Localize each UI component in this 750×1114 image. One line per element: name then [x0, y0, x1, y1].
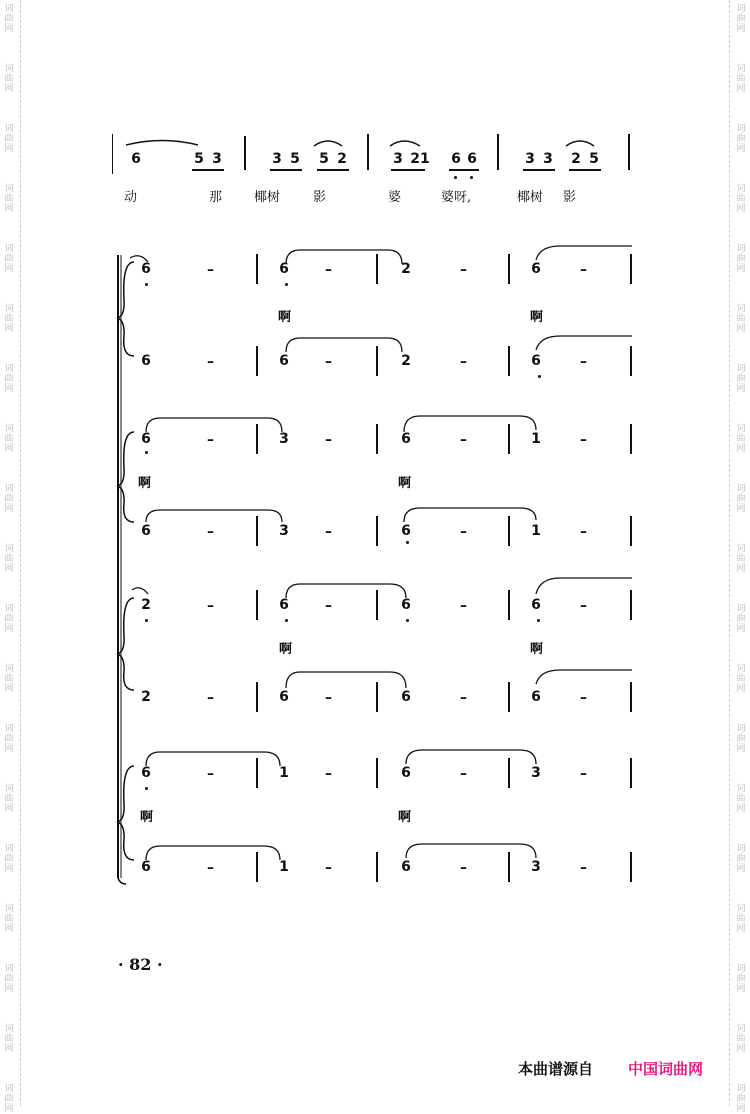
sustain-dash: – [460, 432, 467, 448]
barline [376, 424, 378, 454]
watermark-text: 词 曲 网 [4, 844, 14, 874]
sustain-dash: – [325, 860, 332, 876]
lyric-text: 婆呀, [441, 190, 472, 205]
choir-note: 6 [279, 261, 289, 277]
watermark-text: 词 曲 网 [736, 64, 746, 94]
sustain-dash: – [460, 262, 467, 278]
barline [508, 424, 510, 454]
barline [508, 682, 510, 712]
page-number: · 82 · [118, 955, 163, 974]
barline [244, 136, 246, 170]
choir-note: 1 [531, 431, 541, 447]
watermark-text: 词 曲 网 [4, 64, 14, 94]
watermark-text: 词 曲 网 [736, 724, 746, 754]
watermark-text: 词 曲 网 [4, 784, 14, 814]
lyric-text: 椰树 [254, 190, 281, 205]
choir-note: 6 [531, 689, 541, 705]
barline [367, 134, 369, 170]
watermark-text: 词 曲 网 [4, 364, 14, 394]
choir-lyric: 啊 [278, 310, 292, 325]
sustain-dash: – [580, 524, 587, 540]
choir-note: 2 [401, 353, 411, 369]
source-label: 本曲谱源自 [518, 1061, 594, 1078]
low-octave-dot [406, 541, 409, 544]
watermark-text: 词 曲 网 [4, 964, 14, 994]
sustain-dash: – [580, 860, 587, 876]
lyric-text: 影 [563, 190, 577, 205]
watermark-text: 词 曲 网 [736, 304, 746, 334]
choir-note: 3 [279, 523, 289, 539]
barline [256, 590, 258, 620]
sustain-dash: – [580, 262, 587, 278]
melody-note: 3 [543, 151, 553, 167]
choir-note: 3 [531, 859, 541, 875]
watermark-text: 词 曲 网 [736, 124, 746, 154]
barline [376, 758, 378, 788]
sustain-dash: – [460, 766, 467, 782]
choir-note: 6 [141, 859, 151, 875]
watermark-text: 词 曲 网 [736, 964, 746, 994]
sustain-dash: – [460, 860, 467, 876]
melody-note: 3 [393, 151, 403, 167]
barline [630, 254, 632, 284]
choir-note: 2 [141, 689, 151, 705]
low-octave-dot [145, 619, 148, 622]
barline [508, 758, 510, 788]
low-octave-dot [145, 451, 148, 454]
choir-note: 6 [141, 431, 151, 447]
low-octave-dot [285, 283, 288, 286]
sustain-dash: – [207, 860, 214, 876]
watermark-text: 词 曲 网 [736, 1024, 746, 1054]
choir-note: 6 [141, 353, 151, 369]
watermark-text: 词 曲 网 [4, 1084, 14, 1114]
choir-lyric: 啊 [398, 810, 412, 825]
barline [508, 852, 510, 882]
barline [256, 516, 258, 546]
barline [630, 424, 632, 454]
sustain-dash: – [460, 524, 467, 540]
sustain-dash: – [207, 262, 214, 278]
choir-note: 6 [401, 431, 411, 447]
sustain-dash: – [580, 432, 587, 448]
choir-note: 2 [141, 597, 151, 613]
choir-note: 6 [401, 765, 411, 781]
watermark-text: 词 曲 网 [4, 664, 14, 694]
melody-note: 6 [131, 151, 141, 167]
low-octave-dot [454, 176, 457, 179]
barline [256, 424, 258, 454]
watermark-text: 词 曲 网 [4, 304, 14, 334]
barline [256, 346, 258, 376]
low-octave-dot [406, 619, 409, 622]
watermark-text: 词 曲 网 [736, 244, 746, 274]
sustain-dash: – [325, 432, 332, 448]
melody-note: 5 [290, 151, 300, 167]
watermark-text: 词 曲 网 [736, 604, 746, 634]
choir-note: 6 [141, 765, 151, 781]
lyric-text: 影 [313, 190, 327, 205]
sustain-dash: – [325, 690, 332, 706]
melody-note: 3 [212, 151, 222, 167]
barline [376, 590, 378, 620]
choir-note: 6 [401, 523, 411, 539]
barline [256, 254, 258, 284]
sustain-dash: – [207, 598, 214, 614]
sustain-dash: – [207, 524, 214, 540]
melody-note: 6 [451, 151, 461, 167]
lyric-text: 婆 [388, 190, 402, 205]
barline [628, 134, 630, 170]
barline [256, 758, 258, 788]
sustain-dash: – [325, 598, 332, 614]
melody-note: 3 [272, 151, 282, 167]
barline [497, 134, 499, 170]
barline [256, 852, 258, 882]
watermark-text: 词 曲 网 [736, 1084, 746, 1114]
choir-lyric: 啊 [140, 810, 154, 825]
watermark-text: 词 曲 网 [736, 424, 746, 454]
barline [508, 516, 510, 546]
sustain-dash: – [460, 354, 467, 370]
choir-note: 3 [531, 765, 541, 781]
watermark-text: 词 曲 网 [736, 784, 746, 814]
low-octave-dot [537, 619, 540, 622]
choir-note: 6 [141, 261, 151, 277]
watermark-text: 词 曲 网 [4, 544, 14, 574]
lyric-text: 动 [124, 190, 138, 205]
choir-note: 6 [279, 597, 289, 613]
choir-lyric: 啊 [279, 642, 293, 657]
watermark-text: 词 曲 网 [4, 484, 14, 514]
barline [630, 516, 632, 546]
melody-note: 5 [319, 151, 329, 167]
melody-note: 2 [571, 151, 581, 167]
choir-lyric: 啊 [138, 476, 152, 491]
barline [508, 346, 510, 376]
choir-note: 1 [279, 765, 289, 781]
watermark-text: 词 曲 网 [736, 664, 746, 694]
sustain-dash: – [207, 766, 214, 782]
barline [376, 254, 378, 284]
eighth-underline [192, 169, 224, 171]
eighth-underline [569, 169, 601, 171]
sustain-dash: – [325, 766, 332, 782]
eighth-underline [523, 169, 555, 171]
low-octave-dot [145, 283, 148, 286]
choir-note: 6 [531, 353, 541, 369]
lyric-text: 那 [209, 190, 223, 205]
barline [508, 254, 510, 284]
watermark-text: 词 曲 网 [4, 184, 14, 214]
watermark-text: 词 曲 网 [4, 724, 14, 754]
choir-note: 6 [279, 353, 289, 369]
choir-note: 1 [279, 859, 289, 875]
watermark-text: 词 曲 网 [736, 544, 746, 574]
barline [256, 682, 258, 712]
choir-note: 6 [141, 523, 151, 539]
watermark-text: 词 曲 网 [4, 604, 14, 634]
choir-lyric: 啊 [530, 642, 544, 657]
sustain-dash: – [207, 354, 214, 370]
watermark-text: 词 曲 网 [4, 124, 14, 154]
choir-note: 1 [531, 523, 541, 539]
lyric-text: 椰树 [517, 190, 544, 205]
eighth-underline [270, 169, 302, 171]
watermark-text: 词 曲 网 [736, 364, 746, 394]
sustain-dash: – [580, 766, 587, 782]
sustain-dash: – [580, 354, 587, 370]
barline [630, 590, 632, 620]
watermark-text: 词 曲 网 [736, 4, 746, 34]
barline [508, 590, 510, 620]
eighth-underline [317, 169, 349, 171]
barline [112, 134, 113, 174]
sustain-dash: – [325, 354, 332, 370]
barline [376, 682, 378, 712]
choir-lyric: 啊 [398, 476, 412, 491]
melody-note: 3 [525, 151, 535, 167]
choir-note: 3 [279, 431, 289, 447]
barline [630, 682, 632, 712]
watermark-text: 词 曲 网 [736, 484, 746, 514]
sustain-dash: – [460, 598, 467, 614]
watermark-text: 词 曲 网 [736, 844, 746, 874]
watermark-text: 词 曲 网 [4, 904, 14, 934]
site-name: 中国词曲网 [628, 1061, 704, 1078]
choir-note: 2 [401, 261, 411, 277]
watermark-text: 词 曲 网 [736, 184, 746, 214]
watermark-text: 词 曲 网 [736, 904, 746, 934]
sustain-dash: – [580, 690, 587, 706]
watermark-text: 词 曲 网 [4, 4, 14, 34]
choir-lyric: 啊 [530, 310, 544, 325]
melody-note: 5 [194, 151, 204, 167]
choir-note: 6 [531, 597, 541, 613]
melody-note: 6 [467, 151, 477, 167]
choir-note: 6 [401, 859, 411, 875]
eighth-underline [449, 169, 479, 171]
choir-note: 6 [401, 689, 411, 705]
melody-note: 5 [589, 151, 599, 167]
choir-note: 6 [531, 261, 541, 277]
melody-note: 2 [337, 151, 347, 167]
watermark-text: 词 曲 网 [4, 244, 14, 274]
barline [376, 346, 378, 376]
barline [630, 852, 632, 882]
barline [630, 346, 632, 376]
low-octave-dot [470, 176, 473, 179]
sustain-dash: – [207, 690, 214, 706]
low-octave-dot [285, 619, 288, 622]
low-octave-dot [538, 375, 541, 378]
watermark-text: 词 曲 网 [4, 424, 14, 454]
choir-note: 6 [279, 689, 289, 705]
low-octave-dot [145, 787, 148, 790]
barline [376, 852, 378, 882]
sustain-dash: – [207, 432, 214, 448]
melody-note: 21 [410, 151, 430, 167]
sustain-dash: – [580, 598, 587, 614]
watermark-text: 词 曲 网 [4, 1024, 14, 1054]
choir-note: 6 [401, 597, 411, 613]
barline [376, 516, 378, 546]
sustain-dash: – [325, 524, 332, 540]
barline [630, 758, 632, 788]
sustain-dash: – [460, 690, 467, 706]
eighth-underline [391, 169, 425, 171]
sustain-dash: – [325, 262, 332, 278]
